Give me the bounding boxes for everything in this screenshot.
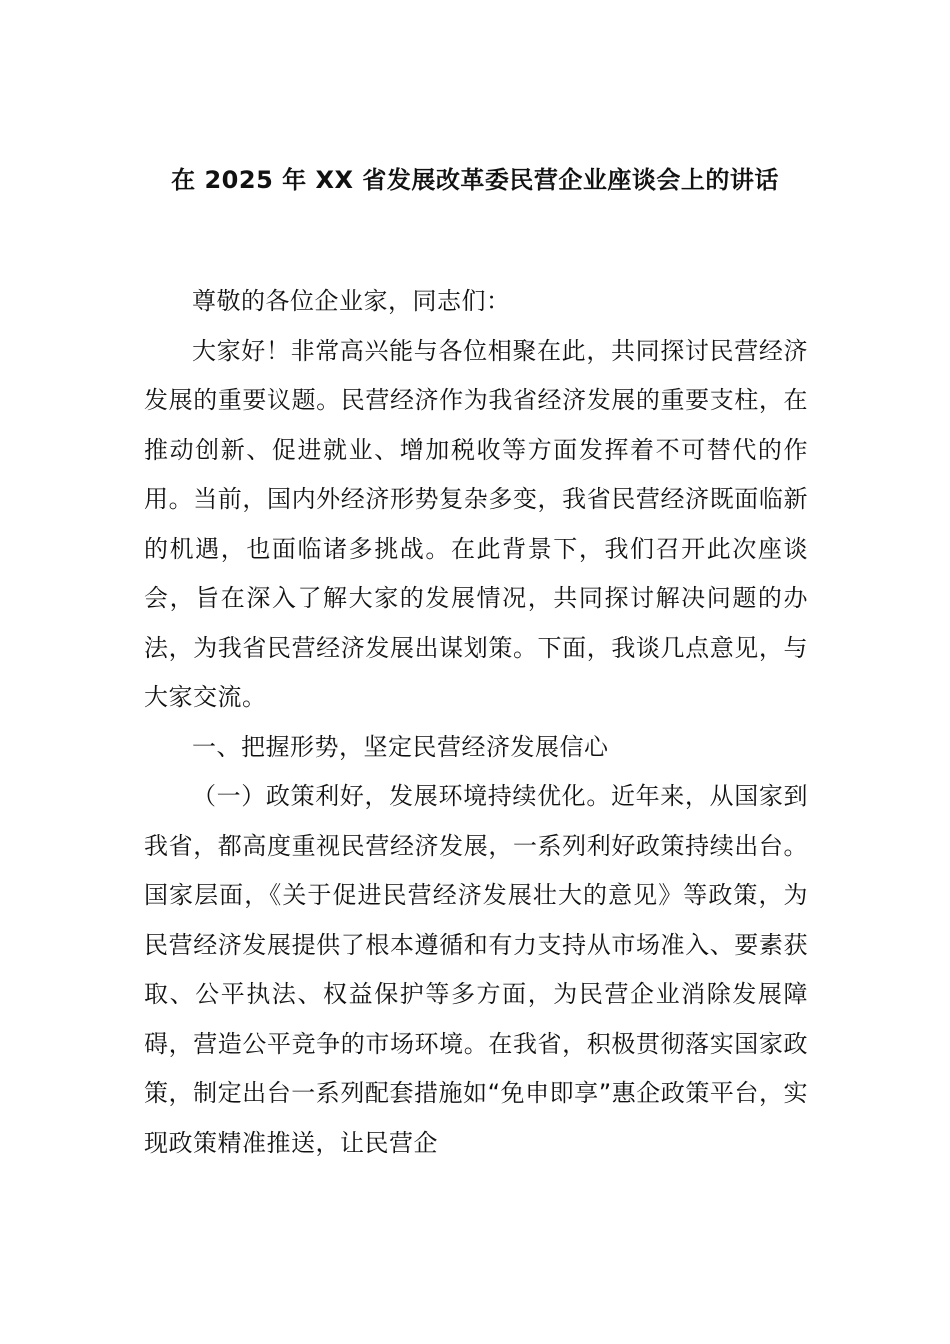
document-body bbox=[144, 277, 808, 1168]
paragraph-policy: （一）政策利好，发展环境持续优化。近年来，从国家到我省，都高度重视民营经济发展，一系列利好政策持续出台。国家层面，《关于促进民营经济发展壮大的意见》等政策，为民营经济发展提供了根本遵循和有力支持从市场准入、要素获取、公平执法、权益保护等多方面，为民营企业消除发展障碍，营造公平竞争的市场环境。在我省，积极贯彻落实国家政策，制定出台一系列配套措施如“免申即享”惠企政策平台，实现政策精准推送，让民营企 bbox=[144, 782, 808, 1157]
paragraph-opening: 大家好！非常高兴能与各位相聚在此，共同探讨民营经济发展的重要议题。民营经济作为我省经济发展的重要支柱，在推动创新、促进就业、增加税收等方面发挥着不可替代的作用。当前，国内外经济形势复杂多变，我省民营经济既面临新的机遇，也面临诸多挑战。在此背景下，我们召开此次座谈会，旨在深入了解大家的发展情况，共同探讨解决问题的办法，为我省民营经济发展出谋划策。下面，我谈几点意见，与大家交流。 bbox=[144, 336, 808, 711]
salutation: 尊敬的各位企业家，同志们： bbox=[192, 287, 511, 315]
document-title: 在 2025 年 XX 省发展改革委民营企业座谈会上的讲话 bbox=[171, 166, 779, 194]
section-heading: 一、把握形势，坚定民营经济发展信心 bbox=[192, 732, 609, 761]
